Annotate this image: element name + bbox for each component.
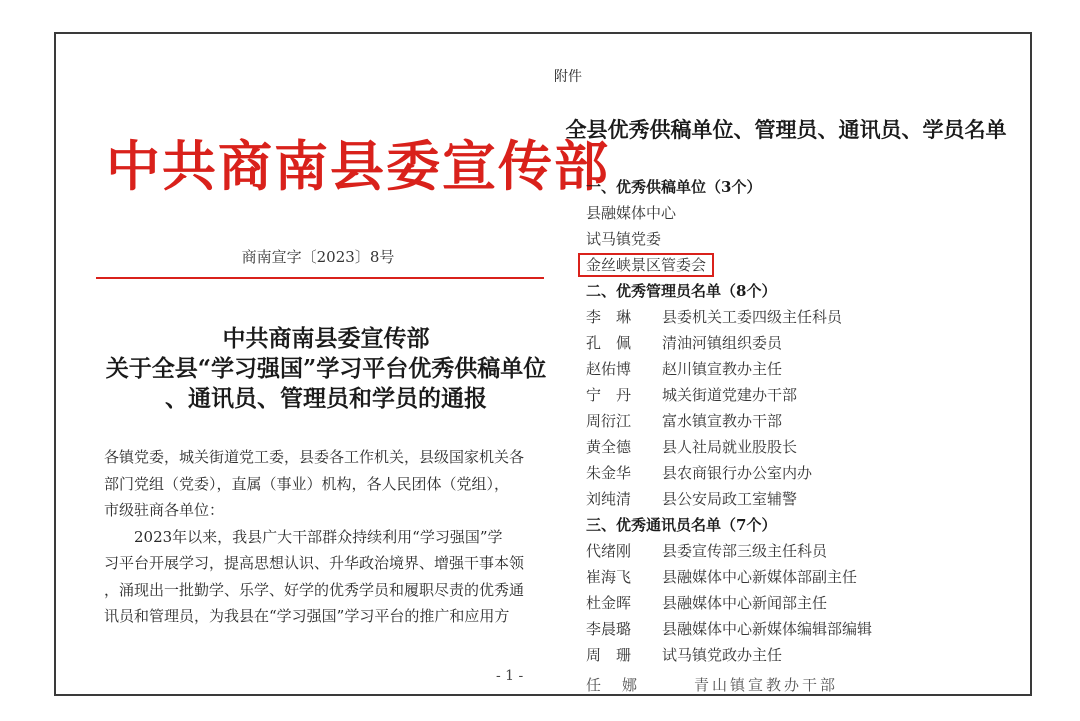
person-position: 县融媒体中心新媒体部副主任 xyxy=(662,568,858,586)
person-position: 县农商银行办公室内办 xyxy=(662,464,813,482)
person-position: 县委机关工委四级主任科员 xyxy=(662,308,843,326)
table-row xyxy=(586,382,1026,408)
person-name: 刘纯清 xyxy=(586,490,632,508)
masthead-title: 中共商南县委宣传部 xyxy=(106,134,610,198)
table-row xyxy=(586,460,1026,486)
person-name: 周衍江 xyxy=(586,412,632,430)
person-position: 清油河镇组织委员 xyxy=(662,334,783,352)
list-item-highlighted xyxy=(586,252,1026,278)
person-position: 赵川镇宣教办主任 xyxy=(662,360,783,378)
honor-list xyxy=(586,174,1026,668)
person-position: 县公安局政工室辅警 xyxy=(662,490,798,508)
table-row xyxy=(586,642,1026,668)
red-divider-line xyxy=(96,277,544,279)
table-row xyxy=(586,590,1026,616)
table-row xyxy=(586,408,1026,434)
person-name: 代绪刚 xyxy=(586,542,632,560)
table-row xyxy=(586,356,1026,382)
person-name: 孔 佩 xyxy=(586,334,632,352)
body-line: 部门党组（党委），直属（事业）机构，各人民团体（党组）， xyxy=(104,474,510,493)
notice-title-line-3: 、通讯员、管理员和学员的通报 xyxy=(165,385,487,412)
page-number: - 1 - xyxy=(496,668,524,684)
table-row xyxy=(586,538,1026,564)
person-name: 黄全德 xyxy=(586,438,632,456)
section-heading-units: 一、优秀供稿单位（3个） xyxy=(586,178,762,196)
body-line: 2023年以来，我县广大干部群众持续利用“学习强国”学 xyxy=(104,527,503,546)
person-position: 富水镇宣教办干部 xyxy=(662,412,783,430)
cut-off-row: 任 娜 青山镇宣教办干部 xyxy=(586,676,839,694)
notice-body xyxy=(104,444,544,630)
person-name: 李晨璐 xyxy=(586,620,632,638)
person-name: 朱金华 xyxy=(586,464,632,482)
table-row xyxy=(586,304,1026,330)
person-name: 周 珊 xyxy=(586,646,632,664)
table-row xyxy=(586,616,1026,642)
person-name: 赵佑博 xyxy=(586,360,632,378)
notice-title-line-2: 关于全县“学习强国”学习平台优秀供稿单位 xyxy=(105,355,547,382)
person-position: 县融媒体中心新媒体编辑部编辑 xyxy=(662,620,873,638)
person-position: 城关街道党建办干部 xyxy=(662,386,798,404)
document-number: 商南宣字〔2023〕8号 xyxy=(241,248,395,266)
section-heading-admins: 二、优秀管理员名单（8个） xyxy=(586,282,777,300)
person-position: 县融媒体中心新闻部主任 xyxy=(662,594,828,612)
table-row xyxy=(586,434,1026,460)
list-title: 全县优秀供稿单位、管理员、通讯员、学员名单 xyxy=(565,117,1007,142)
document-frame xyxy=(54,32,1032,696)
person-name: 崔海飞 xyxy=(586,568,632,586)
notice-title xyxy=(96,324,556,414)
person-name: 宁 丹 xyxy=(586,386,632,404)
body-line: 各镇党委，城关街道党工委，县委各工作机关，县级国家机关各 xyxy=(104,448,525,466)
list-item: 县融媒体中心 xyxy=(586,204,677,222)
table-row xyxy=(586,330,1026,356)
body-line: 讯员和管理员，为我县在“学习强国”学习平台的推广和应用方 xyxy=(104,607,510,625)
person-position: 试马镇党政办主任 xyxy=(662,646,783,664)
body-line: ，涌现出一批勤学、乐学、好学的优秀学员和履职尽责的优秀通 xyxy=(104,580,525,599)
person-position: 县人社局就业股股长 xyxy=(662,438,798,456)
table-row xyxy=(586,564,1026,590)
person-name: 李 琳 xyxy=(586,308,632,326)
person-name: 杜金晖 xyxy=(586,594,632,612)
list-item: 试马镇党委 xyxy=(586,230,662,248)
body-line: 习平台开展学习，提高思想认识、升华政治境界、增强干事本领 xyxy=(104,554,525,572)
highlight-box: 金丝峡景区管委会 xyxy=(578,253,714,277)
notice-title-line-1: 中共商南县委宣传部 xyxy=(222,325,430,352)
body-line: 市级驻商各单位： xyxy=(104,501,225,519)
person-position: 县委宣传部三级主任科员 xyxy=(662,542,828,560)
section-heading-correspondents: 三、优秀通讯员名单（7个） xyxy=(586,516,777,534)
table-row xyxy=(586,486,1026,512)
attachment-label: 附件 xyxy=(554,69,582,85)
